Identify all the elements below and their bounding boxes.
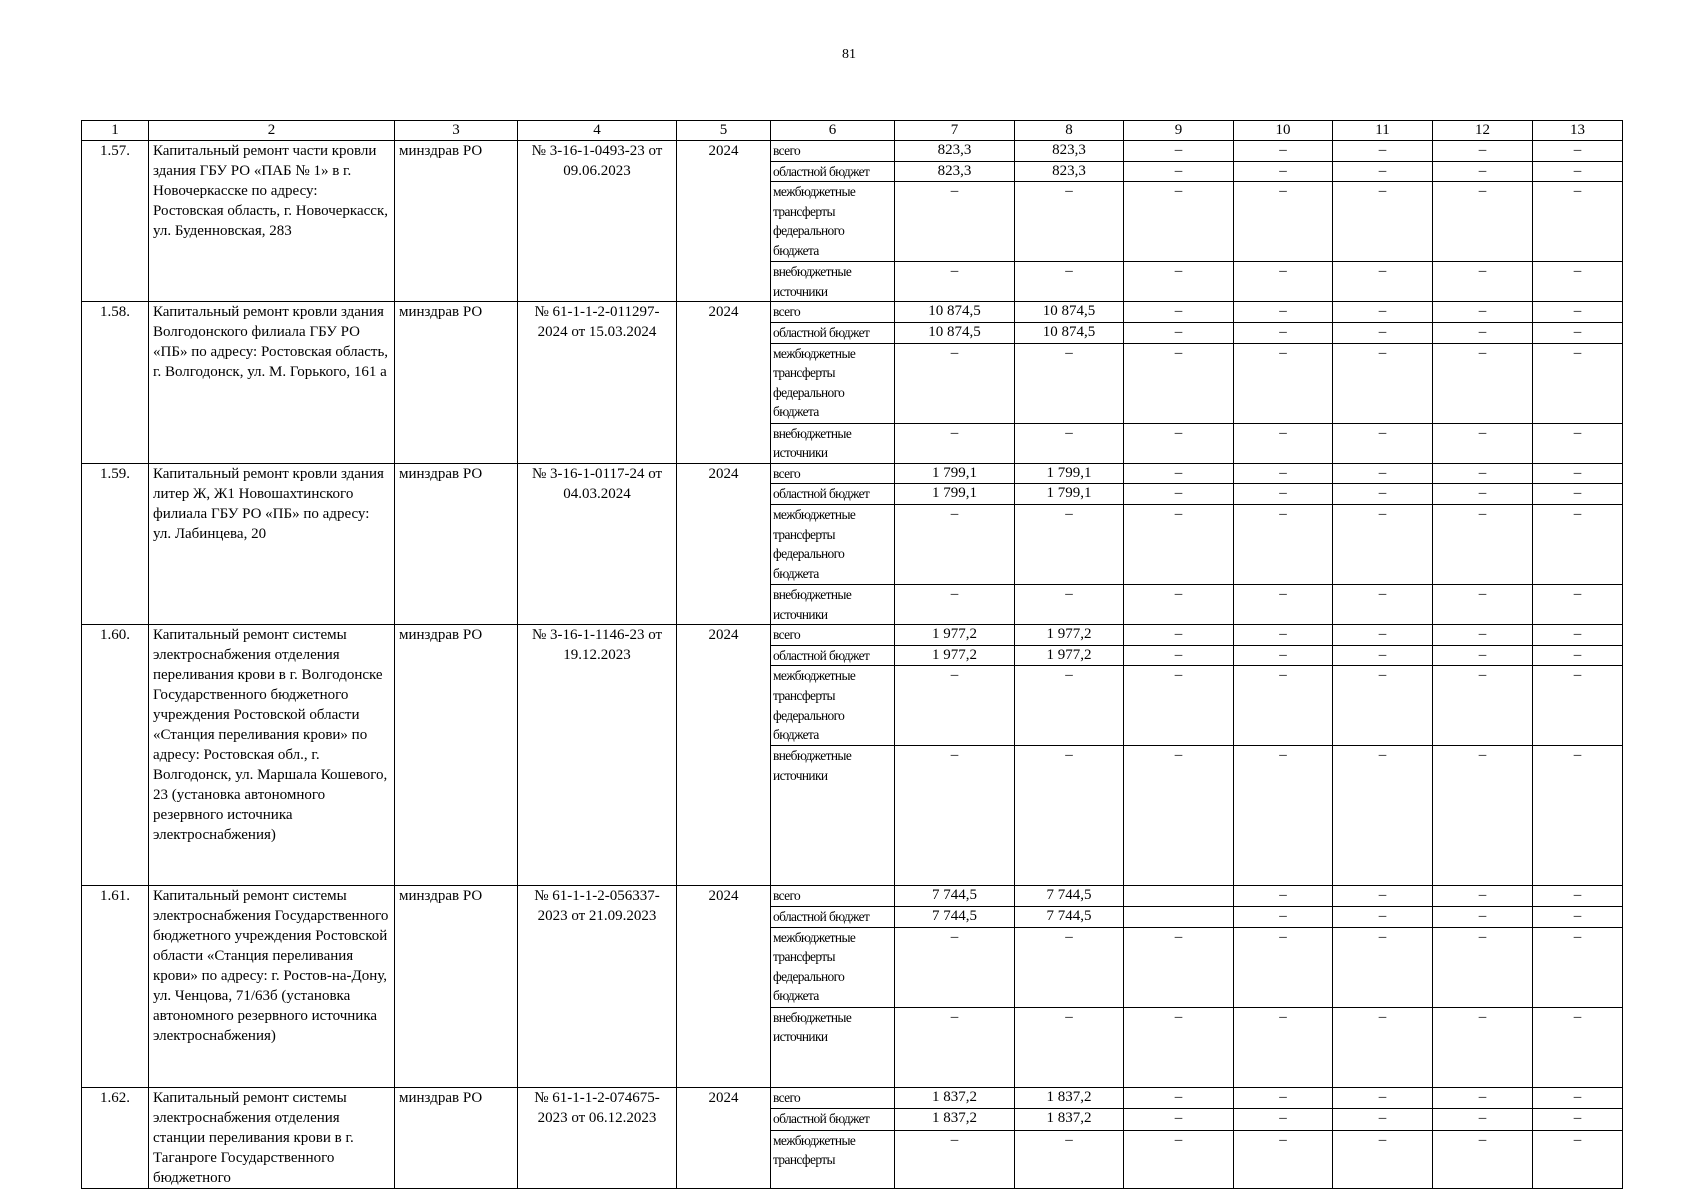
row-year: 2024 <box>677 463 771 624</box>
funding-value: – <box>1333 423 1433 463</box>
funding-value: – <box>1433 927 1533 1007</box>
funding-source: внебюджетные источники <box>771 746 895 886</box>
funding-value: – <box>1533 1087 1623 1109</box>
funding-value: – <box>1333 746 1433 886</box>
funding-value: – <box>1124 141 1234 162</box>
funding-value: 1 837,2 <box>1015 1109 1124 1131</box>
funding-value: – <box>1533 302 1623 323</box>
funding-value: – <box>1015 1007 1124 1087</box>
funding-value: 1 799,1 <box>895 463 1015 484</box>
funding-value: – <box>1015 927 1124 1007</box>
funding-value: – <box>1533 906 1623 927</box>
funding-value: – <box>1124 1109 1234 1131</box>
funding-source: внебюджетные источники <box>771 262 895 302</box>
row-organization: минздрав РО <box>395 302 518 463</box>
funding-value: – <box>1124 463 1234 484</box>
funding-value: – <box>1333 625 1433 646</box>
page-number: 81 <box>842 47 856 62</box>
column-header: 8 <box>1015 121 1124 141</box>
funding-value: – <box>1533 141 1623 162</box>
funding-value: – <box>1234 343 1333 423</box>
funding-value: – <box>1234 1007 1333 1087</box>
funding-value: 1 837,2 <box>1015 1087 1124 1109</box>
funding-value: – <box>1433 746 1533 886</box>
funding-value: – <box>1234 504 1333 584</box>
funding-source: областной бюджет <box>771 1109 895 1131</box>
funding-value: 823,3 <box>1015 141 1124 162</box>
funding-value: – <box>1533 423 1623 463</box>
funding-value: – <box>895 504 1015 584</box>
funding-value: – <box>1234 886 1333 907</box>
funding-value: – <box>1533 666 1623 746</box>
funding-value: – <box>1333 322 1433 343</box>
funding-value: – <box>1234 584 1333 624</box>
funding-value: 1 799,1 <box>895 484 1015 505</box>
row-document: № 61-1-1-2-056337-2023 от 21.09.2023 <box>518 886 677 1087</box>
funding-value <box>1124 906 1234 927</box>
funding-value: – <box>895 423 1015 463</box>
funding-value: 7 744,5 <box>1015 886 1124 907</box>
funding-value: 7 744,5 <box>895 906 1015 927</box>
funding-value: – <box>1015 746 1124 886</box>
funding-source: внебюджетные источники <box>771 584 895 624</box>
funding-value: – <box>1433 1087 1533 1109</box>
row-year: 2024 <box>677 302 771 463</box>
row-description: Капитальный ремонт системы электроснабжения Государственного бюджетного учреждения Ростовской области «Станция переливания крови» по адресу: г. Ростов-на-Дону, ул. Ченцова, 71/63б (установка автономного резервного источника электроснабжения) <box>149 886 395 1087</box>
row-number: 1.57. <box>82 141 149 302</box>
row-document: № 61-1-1-2-011297-2024 от 15.03.2024 <box>518 302 677 463</box>
funding-value: – <box>1533 1130 1623 1188</box>
funding-value: – <box>1234 161 1333 182</box>
funding-value: – <box>1124 927 1234 1007</box>
funding-value: – <box>1015 343 1124 423</box>
row-organization: минздрав РО <box>395 141 518 302</box>
funding-value: – <box>1333 182 1433 262</box>
funding-value: – <box>1234 1109 1333 1131</box>
funding-value: – <box>1234 484 1333 505</box>
funding-value: – <box>1234 423 1333 463</box>
funding-value: – <box>1234 746 1333 886</box>
funding-value: – <box>1124 423 1234 463</box>
funding-value: – <box>1333 1109 1433 1131</box>
funding-value: – <box>1533 343 1623 423</box>
row-description: Капитальный ремонт кровли здания Волгодонского филиала ГБУ РО «ПБ» по адресу: Ростовская область, г. Волгодонск, ул. М. Горького, 161 а <box>149 302 395 463</box>
funding-value: – <box>1333 645 1433 666</box>
column-header: 7 <box>895 121 1015 141</box>
funding-source: областной бюджет <box>771 645 895 666</box>
table-row <box>82 463 1623 484</box>
funding-value: – <box>1433 182 1533 262</box>
funding-value: – <box>1433 645 1533 666</box>
column-header: 4 <box>518 121 677 141</box>
row-number: 1.62. <box>82 1087 149 1188</box>
funding-value: – <box>1234 141 1333 162</box>
funding-value: – <box>1333 161 1433 182</box>
column-header: 2 <box>149 121 395 141</box>
funding-source: межбюджетные трансферты федерального бюджета <box>771 666 895 746</box>
funding-value: – <box>1333 141 1433 162</box>
funding-value: – <box>1333 302 1433 323</box>
column-header: 12 <box>1433 121 1533 141</box>
funding-value: – <box>1234 906 1333 927</box>
funding-value: – <box>1124 484 1234 505</box>
funding-value: – <box>1533 645 1623 666</box>
funding-value: – <box>1533 484 1623 505</box>
funding-value: – <box>1234 625 1333 646</box>
row-document: № 3-16-1-1146-23 от 19.12.2023 <box>518 625 677 886</box>
funding-value: – <box>1333 1130 1433 1188</box>
funding-value: – <box>1124 625 1234 646</box>
funding-value: – <box>1333 666 1433 746</box>
table-row <box>82 886 1623 907</box>
funding-value: – <box>1533 625 1623 646</box>
row-document: № 61-1-1-2-074675-2023 от 06.12.2023 <box>518 1087 677 1188</box>
funding-value: – <box>1333 463 1433 484</box>
funding-value: – <box>1234 463 1333 484</box>
funding-value: – <box>1124 1130 1234 1188</box>
row-number: 1.61. <box>82 886 149 1087</box>
funding-source: межбюджетные трансферты федерального бюджета <box>771 504 895 584</box>
table-row <box>82 625 1623 646</box>
funding-value: – <box>895 343 1015 423</box>
funding-value: – <box>1124 343 1234 423</box>
funding-value: – <box>1234 927 1333 1007</box>
row-year: 2024 <box>677 886 771 1087</box>
table-row <box>82 1087 1623 1109</box>
budget-table <box>81 120 1623 1189</box>
funding-value: – <box>1015 262 1124 302</box>
row-year: 2024 <box>677 141 771 302</box>
funding-source: всего <box>771 625 895 646</box>
row-organization: минздрав РО <box>395 886 518 1087</box>
table-header-row <box>82 121 1623 141</box>
funding-source: всего <box>771 463 895 484</box>
funding-value: – <box>1124 182 1234 262</box>
funding-source: всего <box>771 302 895 323</box>
funding-value: – <box>1234 182 1333 262</box>
table-row <box>82 302 1623 323</box>
funding-value: 10 874,5 <box>1015 302 1124 323</box>
funding-value <box>1124 886 1234 907</box>
funding-value: – <box>1333 504 1433 584</box>
funding-value: – <box>1234 322 1333 343</box>
funding-value: – <box>1533 262 1623 302</box>
funding-value: 1 977,2 <box>1015 645 1124 666</box>
funding-value: – <box>1015 584 1124 624</box>
row-description: Капитальный ремонт кровли здания литер Ж, Ж1 Новошахтинского филиала ГБУ РО «ПБ» по адресу: ул. Лабинцева, 20 <box>149 463 395 624</box>
funding-value: 823,3 <box>895 161 1015 182</box>
funding-value: – <box>1124 1007 1234 1087</box>
column-header: 3 <box>395 121 518 141</box>
funding-source: всего <box>771 141 895 162</box>
funding-value: 1 837,2 <box>895 1087 1015 1109</box>
funding-value: – <box>1124 645 1234 666</box>
funding-value: – <box>1533 746 1623 886</box>
funding-value: – <box>1333 1087 1433 1109</box>
funding-value: – <box>1433 322 1533 343</box>
funding-value: – <box>1533 182 1623 262</box>
column-header: 5 <box>677 121 771 141</box>
funding-value: – <box>895 182 1015 262</box>
funding-value: – <box>1433 625 1533 646</box>
funding-source: областной бюджет <box>771 484 895 505</box>
row-document: № 3-16-1-0117-24 от 04.03.2024 <box>518 463 677 624</box>
funding-value: 1 977,2 <box>1015 625 1124 646</box>
funding-value: – <box>1433 1007 1533 1087</box>
funding-source: областной бюджет <box>771 161 895 182</box>
funding-value: – <box>1333 484 1433 505</box>
funding-value: – <box>1433 584 1533 624</box>
funding-value: 1 799,1 <box>1015 484 1124 505</box>
funding-value: – <box>1124 322 1234 343</box>
funding-value: – <box>1234 666 1333 746</box>
funding-source: межбюджетные трансферты <box>771 1130 895 1188</box>
row-organization: минздрав РО <box>395 463 518 624</box>
funding-value: – <box>1533 584 1623 624</box>
funding-value: 7 744,5 <box>1015 906 1124 927</box>
funding-value: – <box>1433 463 1533 484</box>
funding-value: – <box>895 666 1015 746</box>
funding-source: всего <box>771 1087 895 1109</box>
funding-value: – <box>895 1007 1015 1087</box>
funding-value: – <box>1234 1087 1333 1109</box>
funding-value: – <box>1433 302 1533 323</box>
funding-value: – <box>1433 262 1533 302</box>
funding-value: 823,3 <box>895 141 1015 162</box>
funding-value: – <box>1124 666 1234 746</box>
funding-value: – <box>1333 906 1433 927</box>
funding-value: – <box>1433 141 1533 162</box>
funding-value: – <box>1533 1109 1623 1131</box>
funding-value: – <box>1234 645 1333 666</box>
row-description: Капитальный ремонт части кровли здания ГБУ РО «ПАБ № 1» в г. Новочеркасске по адресу: Ростовская область, г. Новочеркасск, ул. Буденновская, 283 <box>149 141 395 302</box>
row-year: 2024 <box>677 1087 771 1188</box>
funding-source: областной бюджет <box>771 906 895 927</box>
funding-value: – <box>895 746 1015 886</box>
funding-value: – <box>1433 504 1533 584</box>
funding-value: – <box>1234 302 1333 323</box>
row-year: 2024 <box>677 625 771 886</box>
funding-source: всего <box>771 886 895 907</box>
funding-value: – <box>1433 1130 1533 1188</box>
funding-value: – <box>1124 262 1234 302</box>
funding-value: – <box>1433 906 1533 927</box>
funding-value: – <box>1433 666 1533 746</box>
funding-source: внебюджетные источники <box>771 423 895 463</box>
funding-value: – <box>1234 1130 1333 1188</box>
funding-value: 823,3 <box>1015 161 1124 182</box>
funding-value: – <box>1333 927 1433 1007</box>
funding-value: – <box>1124 584 1234 624</box>
row-number: 1.60. <box>82 625 149 886</box>
row-number: 1.59. <box>82 463 149 624</box>
funding-source: межбюджетные трансферты федерального бюджета <box>771 182 895 262</box>
funding-value: – <box>1433 343 1533 423</box>
table-row <box>82 141 1623 162</box>
funding-value: – <box>1533 463 1623 484</box>
column-header: 1 <box>82 121 149 141</box>
funding-source: областной бюджет <box>771 322 895 343</box>
funding-value: – <box>1533 161 1623 182</box>
column-header: 13 <box>1533 121 1623 141</box>
funding-value: – <box>1433 1109 1533 1131</box>
funding-value: – <box>1333 584 1433 624</box>
funding-value: 10 874,5 <box>895 322 1015 343</box>
row-description: Капитальный ремонт системы электроснабжения отделения переливания крови в г. Волгодонске Государственного бюджетного учреждения Ростовской области «Станция переливания крови» по адресу: Ростовская обл., г. Волгодонск, ул. Маршала Кошевого, 23 (установка автономного резервного источника электроснабжения) <box>149 625 395 886</box>
row-description: Капитальный ремонт системы электроснабжения отделения станции переливания крови в г. Таганроге Государственного бюджетного <box>149 1087 395 1188</box>
funding-value: – <box>1333 343 1433 423</box>
funding-value: – <box>1533 322 1623 343</box>
funding-value: – <box>1124 504 1234 584</box>
funding-value: 1 977,2 <box>895 625 1015 646</box>
funding-value: – <box>1333 262 1433 302</box>
funding-value: – <box>1333 1007 1433 1087</box>
funding-value: – <box>1533 1007 1623 1087</box>
funding-source: межбюджетные трансферты федерального бюджета <box>771 343 895 423</box>
funding-value: 1 837,2 <box>895 1109 1015 1131</box>
row-organization: минздрав РО <box>395 625 518 886</box>
column-header: 11 <box>1333 121 1433 141</box>
funding-value: – <box>895 927 1015 1007</box>
funding-value: – <box>1124 161 1234 182</box>
funding-value: – <box>1433 423 1533 463</box>
funding-source: внебюджетные источники <box>771 1007 895 1087</box>
funding-value: 7 744,5 <box>895 886 1015 907</box>
column-header: 10 <box>1234 121 1333 141</box>
funding-value: 10 874,5 <box>1015 322 1124 343</box>
funding-value: – <box>895 262 1015 302</box>
funding-value: – <box>1533 886 1623 907</box>
funding-value: 1 977,2 <box>895 645 1015 666</box>
funding-value: – <box>1533 504 1623 584</box>
column-header: 6 <box>771 121 895 141</box>
funding-value: – <box>1433 484 1533 505</box>
funding-value: – <box>1015 504 1124 584</box>
row-organization: минздрав РО <box>395 1087 518 1188</box>
funding-value: – <box>1124 746 1234 886</box>
funding-value: 1 799,1 <box>1015 463 1124 484</box>
row-document: № 3-16-1-0493-23 от 09.06.2023 <box>518 141 677 302</box>
row-number: 1.58. <box>82 302 149 463</box>
funding-value: – <box>1433 886 1533 907</box>
funding-value: – <box>1234 262 1333 302</box>
funding-value: – <box>895 1130 1015 1188</box>
funding-value: – <box>1015 1130 1124 1188</box>
funding-value: – <box>895 584 1015 624</box>
funding-value: – <box>1015 423 1124 463</box>
funding-value: 10 874,5 <box>895 302 1015 323</box>
funding-source: межбюджетные трансферты федерального бюджета <box>771 927 895 1007</box>
funding-value: – <box>1124 302 1234 323</box>
funding-value: – <box>1015 666 1124 746</box>
funding-value: – <box>1533 927 1623 1007</box>
funding-value: – <box>1333 886 1433 907</box>
funding-value: – <box>1433 161 1533 182</box>
funding-value: – <box>1015 182 1124 262</box>
funding-value: – <box>1124 1087 1234 1109</box>
column-header: 9 <box>1124 121 1234 141</box>
